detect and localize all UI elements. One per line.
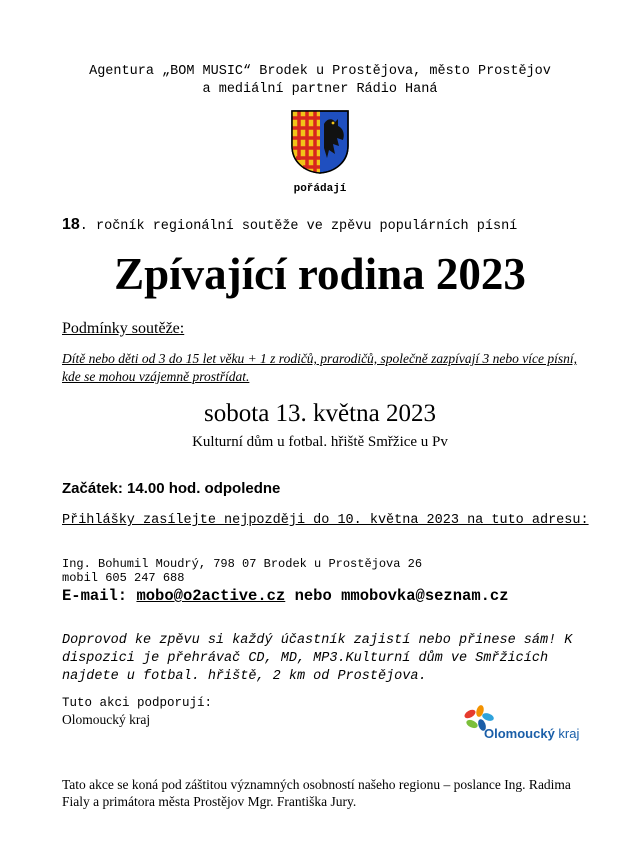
logo-wordmark-bold: Olomoucký bbox=[484, 726, 555, 741]
email-separator: nebo bbox=[294, 587, 332, 605]
event-start: Začátek: 14.00 hod. odpoledne bbox=[62, 480, 281, 497]
accompaniment-note: Doprovod ke zpěvu si každý účastník zajistí nebo přinese sám! K dispozici je přehrávač CD, MD, MP3.Kulturní dům ve Smřžicích najdete u fotbal. hřiště, 2 km od Prostějova. bbox=[62, 633, 573, 684]
support-heading: Tuto akci podporují: bbox=[62, 696, 213, 710]
event-venue: Kulturní dům u fotbal. hřiště Smřžice u Pv bbox=[192, 434, 448, 450]
conditions-text: Dítě nebo děti od 3 do 15 let věku + 1 z rodičů, prarodičů, společně zazpívají 3 nebo více písní, kde se mohou vzájemně prostřídat. bbox=[62, 351, 578, 384]
event-date: sobota 13. května 2023 bbox=[204, 400, 436, 427]
edition-line bbox=[62, 216, 517, 234]
edition-number: 18 bbox=[62, 216, 80, 233]
email-link-secondary[interactable]: mmobovka@seznam.cz bbox=[341, 587, 509, 605]
email-label: E-mail: bbox=[62, 587, 128, 605]
contact-mobile: mobil 605 247 688 bbox=[62, 571, 185, 585]
partner-line: a mediální partner Rádio Haná bbox=[202, 82, 438, 97]
email-link-primary[interactable]: mobo@o2active.cz bbox=[136, 587, 286, 605]
edition-text: . ročník regionální soutěže ve zpěvu populárních písní bbox=[79, 219, 518, 234]
coat-of-arms-icon bbox=[291, 110, 349, 174]
support-name: Olomoucký kraj bbox=[62, 712, 151, 727]
logo-wordmark bbox=[484, 726, 579, 741]
logo-wordmark-light: kraj bbox=[558, 726, 580, 741]
page-title: Zpívající rodina 2023 bbox=[114, 249, 526, 299]
email-line bbox=[62, 587, 509, 605]
organizers-text: pořádají bbox=[293, 183, 347, 195]
patronage-footer: Tato akce se koná pod záštitou významných osobností našeho regionu – poslance Ing. Radima Fialy a primátora města Prostějov Mgr. Františka Jury. bbox=[62, 777, 571, 809]
organizer-line: Agentura „BOM MUSIC“ Brodek u Prostějova, město Prostějov bbox=[89, 64, 551, 79]
contact-address: Ing. Bohumil Moudrý, 798 07 Brodek u Prostějova 26 bbox=[62, 557, 423, 571]
application-text: Přihlášky zasílejte nejpozději do 10. května 2023 na tuto adresu: bbox=[62, 513, 589, 528]
conditions-heading: Podmínky soutěže: bbox=[62, 320, 185, 337]
